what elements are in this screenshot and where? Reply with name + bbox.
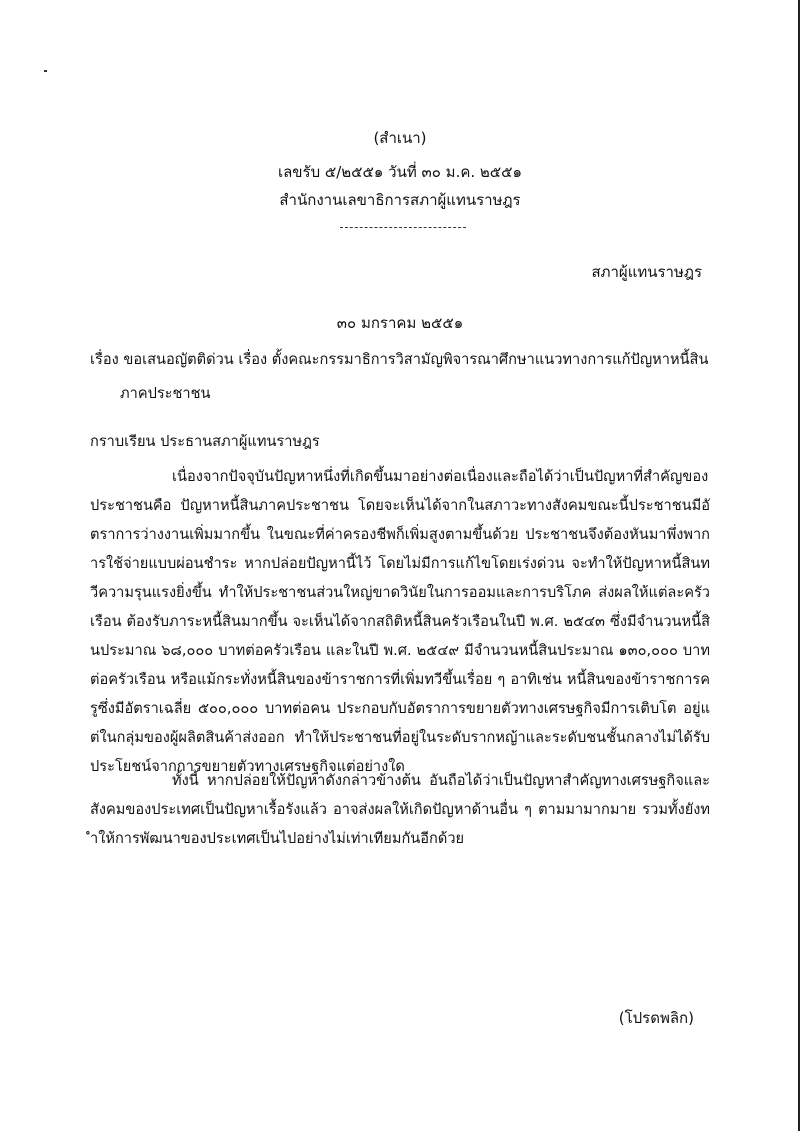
turn-over-note: (โปรดพลิก) bbox=[618, 1009, 694, 1027]
scan-speck bbox=[44, 70, 47, 72]
subject-line-2: ภาคประชาชน bbox=[120, 385, 211, 402]
office-name: สำนักงานเลขาธิการสภาผู้แทนราษฎร bbox=[279, 191, 521, 209]
addressee-organization: สภาผู้แทนราษฎร bbox=[591, 263, 702, 281]
copy-mark: (สำเนา) bbox=[373, 129, 427, 147]
salutation: กราบเรียน ประธานสภาผู้แทนราษฎร bbox=[90, 433, 320, 450]
letter-date: ๓๐ มกราคม ๒๕๕๑ bbox=[336, 314, 464, 332]
body-paragraph-2: ทั้งนี้ หากปล่อยให้ปัญหาดังกล่าวข้างต้น อันถือได้ว่าเป็นปัญหาสำคัญทางเศรษฐกิจและสังคมของประเทศเป็นปัญหาเรื้อรังแล้ว อาจส่งผลให้เกิดปัญหาด้านอื่น ๆ ตามมามากมาย รวมทั้งยังทำให้การพัฒนาของประเทศเป็นไปอย่างไม่เท่าเทียมกันอีกด้วย bbox=[90, 772, 710, 847]
receipt-number: เลขรับ ๕/๒๕๕๑ วันที่ ๓๐ ม.ค. ๒๕๕๑ bbox=[277, 163, 523, 181]
header-separator bbox=[340, 227, 466, 228]
body-paragraph-1: เนื่องจากปัจจุบันปัญหาหนึ่งที่เกิดขึ้นมาอย่างต่อเนื่องและถือได้ว่าเป็นปัญหาที่สำคัญของประชาชนคือ ปัญหาหนี้สินภาคประชาชน โดยจะเห็นได้จากในสภาวะทางสังคมขณะนี้ประชาชนมีอัตราการว่างงานเพิ่มมากขึ้น ในขณะที่ค่าครองชีพก็เพิ่มสูงตามขึ้นด้วย ประชาชนจึงต้องหันมาพึ่งพาการใช้จ่ายแบบผ่อนชำระ หากปล่อยปัญหานี้ไว้ โดยไม่มีการแก้ไขโดยเร่งด่วน จะทำให้ปัญหาหนี้สินทวีความรุนแรงยิ่งขึ้น ทำให้ประชาชนส่วนใหญ่ขาดวินัยในการออมและการบริโภค ส่งผลให้แต่ละครัวเรือน ต้องรับภาระหนี้สินมากขึ้น จะเห็นได้จากสถิติหนี้สินครัวเรือนในปี พ.ศ. ๒๕๔๓ ซึ่งมีจำนวนหนี้สินประมาณ ๖๘,๐๐๐ บาทต่อครัวเรือน และในปี พ.ศ. ๒๕๔๙ มีจำนวนหนี้สินประมาณ ๑๓๐,๐๐๐ บาทต่อครัวเรือน หรือแม้กระทั่งหนี้สินของข้าราชการที่เพิ่มทวีขึ้นเรื่อย ๆ อาทิเช่น หนี้สินของข้าราชการครูซึ่งมีอัตราเฉลี่ย ๕๐๐,๐๐๐ บาทต่อคน ประกอบกับอัตราการขยายตัวทางเศรษฐกิจมีการเติบโต อยู่แต่ในกลุ่มของผู้ผลิตสินค้าส่งออก ทำให้ประชาชนที่อยู่ในระดับรากหญ้าและระดับชนชั้นกลางไม่ได้รับประโยชน์จากการขยายตัวทางเศรษฐกิจแต่อย่างใด bbox=[90, 468, 710, 775]
subject-line-1: เรื่อง ขอเสนอญัตติด่วน เรื่อง ตั้งคณะกรรมาธิการวิสามัญพิจารณาศึกษาแนวทางการแก้ปัญหาหนี้สิน bbox=[90, 351, 709, 368]
